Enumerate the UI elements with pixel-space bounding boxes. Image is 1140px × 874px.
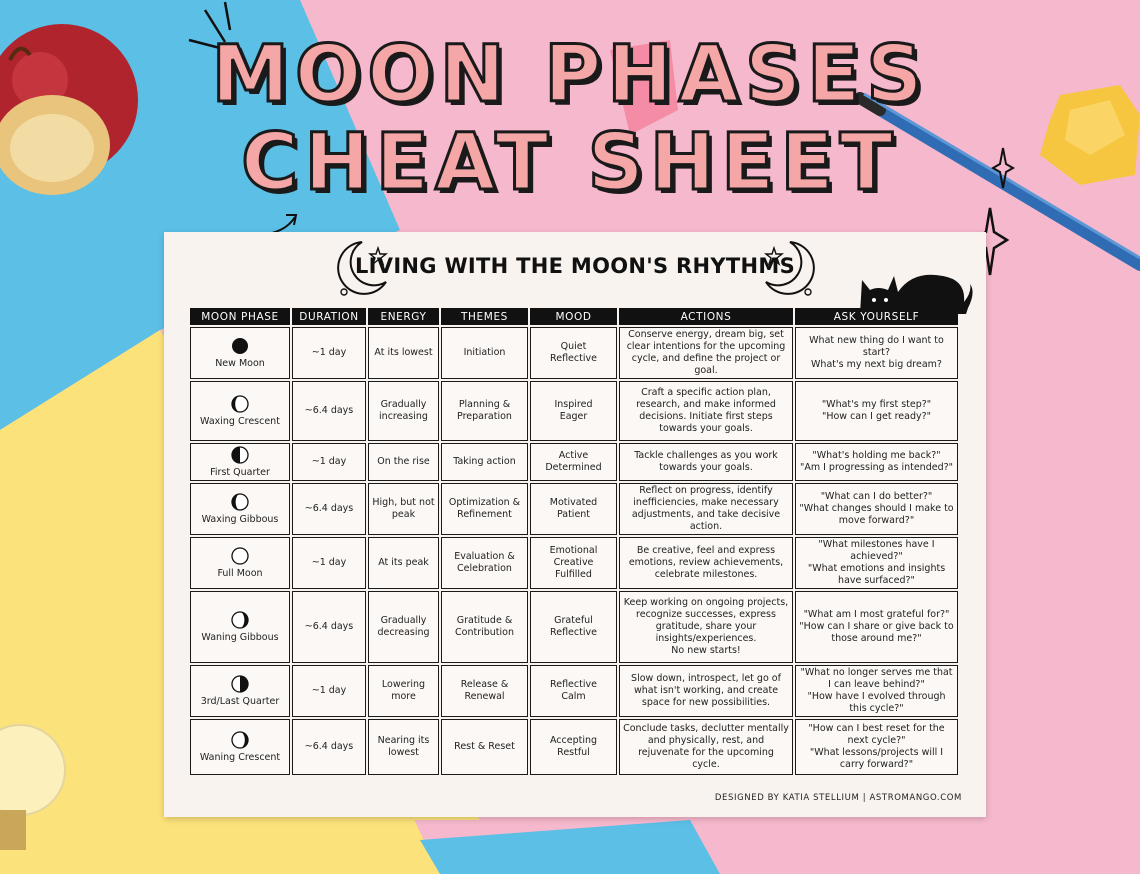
moon-phase-label: Waxing Gibbous (201, 513, 279, 525)
moon-phase-label: Waning Gibbous (201, 631, 279, 643)
waxing-crescent-icon (231, 395, 249, 413)
waning-gibbous-icon (231, 611, 249, 629)
table-row (190, 381, 958, 441)
duration-cell: ~1 day (292, 665, 366, 717)
duration-cell: ~6.4 days (292, 719, 366, 775)
ask-yourself-cell: "What am I most grateful for?" "How can I share or give back to those around me?" (795, 591, 958, 663)
sheet-subtitle: LIVING WITH THE MOON'S RHYTHMS (354, 254, 796, 278)
energy-cell: At its lowest (368, 327, 439, 379)
header-themes: THEMES (441, 308, 528, 325)
duration-cell: ~6.4 days (292, 591, 366, 663)
header-ask-yourself: ASK YOURSELF (795, 308, 958, 325)
mood-cell: Accepting Restful (530, 719, 617, 775)
themes-cell: Gratitude & Contribution (441, 591, 528, 663)
moon-phase-label: Full Moon (217, 567, 263, 579)
themes-cell: Planning & Preparation (441, 381, 528, 441)
actions-cell: Tackle challenges as you work towards your goals. (619, 443, 793, 481)
energy-cell: Gradually increasing (368, 381, 439, 441)
poster-title-line-2: CHEAT SHEET (241, 118, 899, 208)
ask-yourself-cell: "What's my first step?" "How can I get ready?" (795, 381, 958, 441)
duration-cell: ~1 day (292, 443, 366, 481)
waning-crescent-icon (231, 731, 249, 749)
moon-phase-cell (190, 719, 290, 775)
actions-cell: Reflect on progress, identify inefficiencies, make necessary adjustments, and take decisive action. (619, 483, 793, 535)
actions-cell: Conclude tasks, declutter mentally and physically, rest, and rejuvenate for the upcoming cycle. (619, 719, 793, 775)
mood-cell: Emotional Creative Fulfilled (530, 537, 617, 589)
designer-credit: DESIGNED BY KATIA STELLIUM | ASTROMANGO.COM (714, 793, 962, 803)
moon-phase-cell (190, 483, 290, 535)
header-mood: MOOD (530, 308, 617, 325)
table-row (190, 591, 958, 663)
table-row (190, 443, 958, 481)
mood-cell: Reflective Calm (530, 665, 617, 717)
lightbulb-icon (0, 720, 70, 860)
energy-cell: Lowering more (368, 665, 439, 717)
duration-cell: ~6.4 days (292, 483, 366, 535)
mood-cell: Quiet Reflective (530, 327, 617, 379)
first-quarter-icon (231, 446, 249, 464)
header-moon-phase: MOON PHASE (190, 308, 290, 325)
moon-phase-label: First Quarter (210, 466, 270, 478)
mood-cell: Active Determined (530, 443, 617, 481)
mood-cell: Motivated Patient (530, 483, 617, 535)
energy-cell: Gradually decreasing (368, 591, 439, 663)
moon-phase-cell (190, 665, 290, 717)
table-row (190, 537, 958, 589)
moon-phase-cell (190, 591, 290, 663)
moon-phase-cell (190, 537, 290, 589)
actions-cell: Slow down, introspect, let go of what isn't working, and create space for new possibilities. (619, 665, 793, 717)
moon-phases-table (188, 306, 960, 777)
themes-cell: Taking action (441, 443, 528, 481)
table-header-row (190, 308, 958, 325)
mood-cell: Grateful Reflective (530, 591, 617, 663)
ask-yourself-cell: "How can I best reset for the next cycle?" "What lessons/projects will I carry forward?" (795, 719, 958, 775)
themes-cell: Optimization & Refinement (441, 483, 528, 535)
energy-cell: On the rise (368, 443, 439, 481)
moon-phase-label: Waxing Crescent (200, 415, 280, 427)
actions-cell: Keep working on ongoing projects, recognize successes, express gratitude, share your insights/experiences. No new starts! (619, 591, 793, 663)
poster-title-line-1: MOON PHASES (211, 30, 929, 120)
table-row (190, 665, 958, 717)
moon-phase-label: New Moon (215, 357, 265, 369)
themes-cell: Initiation (441, 327, 528, 379)
energy-cell: High, but not peak (368, 483, 439, 535)
moon-phase-label: 3rd/Last Quarter (200, 695, 280, 707)
ask-yourself-cell: "What milestones have I achieved?" "What emotions and insights have surfaced?" (795, 537, 958, 589)
header-duration: DURATION (292, 308, 366, 325)
table-row (190, 327, 958, 379)
actions-cell: Craft a specific action plan, research, and make informed decisions. Initiate first steps towards your goals. (619, 381, 793, 441)
header-energy: ENERGY (368, 308, 439, 325)
waxing-gibbous-icon (231, 493, 249, 511)
moon-phase-cell (190, 381, 290, 441)
themes-cell: Evaluation & Celebration (441, 537, 528, 589)
mood-cell: Inspired Eager (530, 381, 617, 441)
cheat-sheet (164, 232, 986, 817)
table-row (190, 483, 958, 535)
table-row (190, 719, 958, 775)
energy-cell: At its peak (368, 537, 439, 589)
ask-yourself-cell: "What can I do better?" "What changes should I make to move forward?" (795, 483, 958, 535)
duration-cell: ~1 day (292, 327, 366, 379)
full-moon-icon (231, 547, 249, 565)
actions-cell: Be creative, feel and express emotions, review achievements, celebrate milestones. (619, 537, 793, 589)
duration-cell: ~6.4 days (292, 381, 366, 441)
moon-phase-label: Waning Crescent (199, 751, 281, 763)
themes-cell: Release & Renewal (441, 665, 528, 717)
last-quarter-icon (231, 675, 249, 693)
duration-cell: ~1 day (292, 537, 366, 589)
actions-cell: Conserve energy, dream big, set clear intentions for the upcoming cycle, and define the project or goal. (619, 327, 793, 379)
ask-yourself-cell: "What no longer serves me that I can leave behind?" "How have I evolved through this cycle?" (795, 665, 958, 717)
ask-yourself-cell: What new thing do I want to start? What's my next big dream? (795, 327, 958, 379)
themes-cell: Rest & Reset (441, 719, 528, 775)
ask-yourself-cell: "What's holding me back?" "Am I progressing as intended?" (795, 443, 958, 481)
moon-phase-cell (190, 327, 290, 379)
new-moon-icon (231, 337, 249, 355)
header-actions: ACTIONS (619, 308, 793, 325)
moon-phase-cell (190, 443, 290, 481)
energy-cell: Nearing its lowest (368, 719, 439, 775)
